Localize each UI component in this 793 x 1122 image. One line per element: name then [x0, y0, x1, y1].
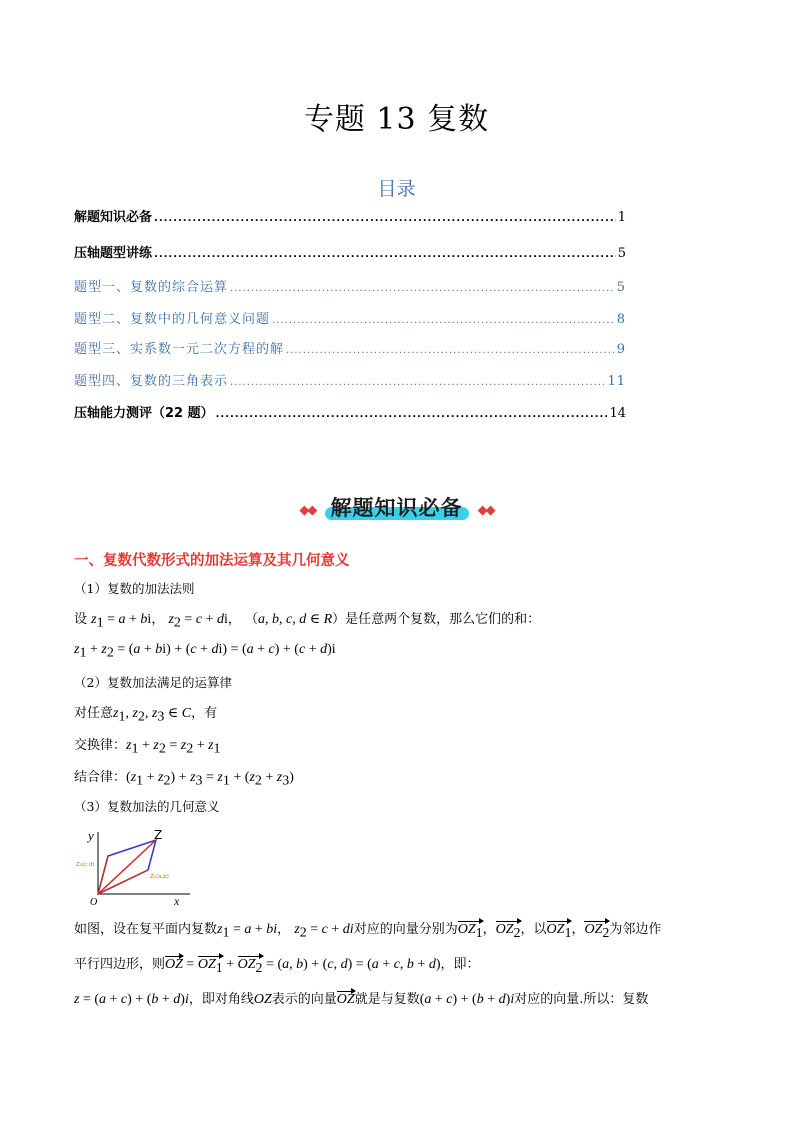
origin-label: O: [90, 897, 98, 908]
toc-entry-label: 题型一、复数的综合运算: [74, 280, 229, 295]
toc-entry-page: 9: [616, 342, 626, 357]
toc-entry-label: 压轴能力测评（22 题）: [74, 406, 214, 421]
vector-oz1: [98, 870, 148, 894]
toc-entry[interactable]: [74, 338, 626, 360]
subsection-label: （2）复数加法满足的运算律: [74, 675, 232, 690]
point-z-label: Z: [154, 828, 163, 842]
diagonal-oz: [98, 840, 156, 894]
toc-entry-page: 5: [617, 246, 626, 261]
diamond-ornament-icon: ◆◆: [299, 503, 316, 518]
toc-entry-page: 11: [607, 374, 626, 389]
page-title: 专题 13 复数: [303, 102, 490, 137]
toc-entry-label: 题型二、复数中的几何意义问题: [74, 312, 271, 327]
toc-leader: [272, 315, 615, 326]
toc-entry-page: 5: [616, 280, 626, 295]
toc-leader: [286, 345, 615, 356]
toc-entry[interactable]: [74, 402, 626, 424]
toc-entry-label: 压轴题型讲练: [74, 246, 153, 261]
section-heading: 一、复数代数形式的加法运算及其几何意义: [74, 553, 350, 569]
paragraph-line-3: z = (a + c) + (b + d)i，即对角线OZ表示的向量OZ就是与复数(a + c) + (b + d)i对应的向量.所以：复数: [74, 992, 649, 1007]
paragraph-line-2: 平行四边形，则OZ = $OZ_1 + OZ_2 = (a$, b) + (c, d) = (a + c, b + d)，即：: [74, 957, 480, 976]
y-axis-label: y: [88, 828, 94, 843]
toc-entry-label: 题型三、实系数一元二次方程的解: [74, 342, 285, 357]
toc-leader: [154, 249, 616, 260]
point-z2-label: Z₂(c,d): [76, 862, 95, 868]
vector-oz2: [98, 856, 108, 894]
commutative-law: 交换律：$z_1 + z_2 = z_2 + z_1$: [74, 738, 221, 757]
toc-entry[interactable]: [74, 276, 626, 298]
toc-entry-label: 解题知识必备: [74, 210, 153, 225]
definition-line: 设 $z_1 = a$ + bi， $z_2 = c$ + di， （a, b, c, d ∈ R）是任意两个复数，那么它们的和：: [74, 612, 541, 631]
toc-entry-page: 14: [609, 406, 626, 421]
sum-formula: $z_1 + z_2 = (a + bi) + (c + di) = (a + c) + (c + d)i$: [74, 642, 336, 661]
toc-entry-label: 题型四、复数的三角表示: [74, 374, 229, 389]
point-z1-label: Z₁(a,b): [150, 874, 169, 880]
section-banner: [0, 492, 793, 532]
paragraph-line-1: 如图，设在复平面内复数$z_1 = a$ + bi， $z_2 = c$ + di对应的向量分别为$OZ_1$，$OZ_2$，以$OZ_1$，$OZ_2$为邻边作: [74, 922, 662, 941]
x-axis-label: x: [174, 894, 180, 908]
toc-entry-page: 8: [616, 312, 626, 327]
toc-leader: [216, 409, 608, 420]
associative-law: 结合律：$(z_1 + z_2) + z_3 = z_1 + (z_2 + z_3)$: [74, 770, 294, 789]
toc-entry[interactable]: [74, 308, 626, 330]
any-line: 对任意$z_1$, $z_2$, $z_3$ ∈ C，有: [74, 706, 218, 725]
parallelogram-diagram: [74, 826, 198, 908]
toc-heading: 目录: [377, 178, 416, 200]
toc-leader: [154, 213, 616, 224]
toc-leader: [230, 283, 615, 294]
toc-entry[interactable]: [74, 242, 626, 264]
subsection-label: （1）复数的加法法则: [74, 581, 195, 596]
toc-leader: [230, 377, 605, 388]
subsection-label: （3）复数加法的几何意义: [74, 799, 220, 814]
toc-entry-page: 1: [617, 210, 626, 225]
banner-title: 解题知识必备: [321, 492, 473, 522]
toc-entry[interactable]: [74, 206, 626, 228]
toc-entry[interactable]: [74, 370, 626, 392]
diamond-ornament-icon: ◆◆: [477, 503, 494, 518]
